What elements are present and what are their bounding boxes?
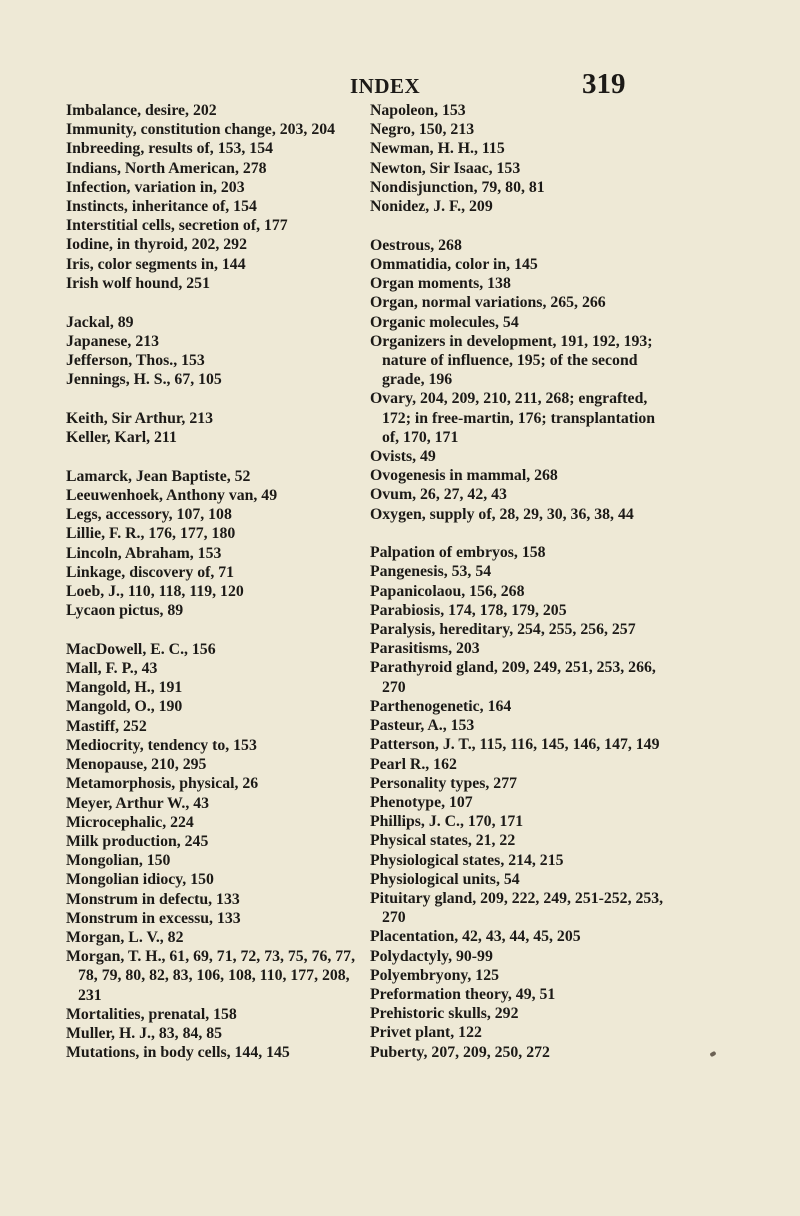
- index-entry: Physiological states, 214, 215: [370, 851, 564, 869]
- index-entry: Legs, accessory, 107, 108: [66, 506, 232, 524]
- index-entry: Ovary, 204, 209, 210, 211, 268; engrafted, 172; in free-martin, 176; transplantation of, 170, 171: [370, 390, 656, 446]
- index-entry: Japanese, 213: [66, 332, 160, 350]
- index-entry: Ovists, 49: [370, 447, 436, 465]
- index-entry: Napoleon, 153: [370, 102, 466, 119]
- index-entry: Patterson, J. T., 115, 116, 145, 146, 147, 149: [370, 736, 660, 754]
- index-entry: Pituitary gland, 209, 222, 249, 251-252, 253, 270: [370, 889, 664, 927]
- index-entry: Newton, Sir Isaac, 153: [370, 159, 521, 177]
- index-entry: Infection, variation in, 203: [66, 178, 245, 196]
- index-entry: Linkage, discovery of, 71: [66, 563, 235, 581]
- index-entry: Placentation, 42, 43, 44, 45, 205: [370, 928, 581, 946]
- index-entry: Polyembryony, 125: [370, 966, 500, 984]
- index-entry: Phillips, J. C., 170, 171: [370, 813, 524, 831]
- index-entry: Mall, F. P., 43: [66, 660, 158, 678]
- index-entry: Oxygen, supply of, 28, 29, 30, 36, 38, 44: [370, 505, 634, 523]
- letter-group-gap: [66, 620, 366, 640]
- index-entry: Personality types, 277: [370, 774, 517, 792]
- index-entry: Morgan, L. V., 82: [66, 928, 184, 946]
- index-entry: Polydactyly, 90-99: [370, 947, 493, 965]
- index-entry: Nonidez, J. F., 209: [370, 198, 493, 216]
- index-entry: Lillie, F. R., 176, 177, 180: [66, 525, 236, 543]
- page-title: INDEX: [350, 74, 421, 98]
- index-entry: Parabiosis, 174, 178, 179, 205: [370, 601, 567, 619]
- index-entry: Mongolian idiocy, 150: [66, 871, 214, 889]
- index-entry: Ovum, 26, 27, 42, 43: [370, 486, 507, 504]
- index-entry: Metamorphosis, physical, 26: [66, 775, 259, 793]
- index-entry: Mortalities, prenatal, 158: [66, 1005, 237, 1023]
- index-entry: Jennings, H. S., 67, 105: [66, 371, 222, 389]
- index-entry: Parathyroid gland, 209, 249, 251, 253, 266, 270: [370, 659, 656, 696]
- index-entry: Menopause, 210, 295: [66, 756, 207, 774]
- index-entry: Newman, H. H., 115: [370, 140, 505, 158]
- index-entry: Palpation of embryos, 158: [370, 544, 546, 562]
- index-entry: Microcephalic, 224: [66, 813, 194, 831]
- index-entry: Monstrum in defectu, 133: [66, 890, 240, 908]
- index-entry: Indians, North American, 278: [66, 159, 267, 177]
- running-head: [0, 66, 800, 106]
- index-entry: Instincts, inheritance of, 154: [66, 198, 257, 216]
- letter-group-gap: [66, 389, 366, 409]
- index-column-right: [370, 101, 670, 1062]
- index-entry: Lamarck, Jean Baptiste, 52: [66, 467, 251, 485]
- index-entry: Ommatidia, color in, 145: [370, 255, 538, 273]
- index-entry: Meyer, Arthur W., 43: [66, 794, 210, 812]
- index-entry: Mediocrity, tendency to, 153: [66, 736, 257, 754]
- index-entry: Nondisjunction, 79, 80, 81: [370, 178, 545, 196]
- index-entry: Immunity, constitution change, 203, 204: [66, 121, 336, 139]
- index-entry: Mangold, H., 191: [66, 679, 183, 697]
- letter-group-gap: [370, 524, 670, 544]
- index-entry: Morgan, T. H., 61, 69, 71, 72, 73, 75, 76, 77, 78, 79, 80, 82, 83, 106, 108, 110, 177, 208, 231: [66, 948, 356, 1004]
- index-entry: Milk production, 245: [66, 832, 209, 850]
- index-entry: Physical states, 21, 22: [370, 832, 516, 850]
- index-entry: Inbreeding, results of, 153, 154: [66, 140, 273, 158]
- index-entry: Ovogenesis in mammal, 268: [370, 467, 558, 485]
- index-entry: Keller, Karl, 211: [66, 429, 177, 447]
- index-entry: Iodine, in thyroid, 202, 292: [66, 236, 247, 254]
- index-entry: Mongolian, 150: [66, 852, 171, 870]
- index-entry: Prehistoric skulls, 292: [370, 1005, 519, 1023]
- index-entry: Preformation theory, 49, 51: [370, 985, 556, 1003]
- index-entry: Organ moments, 138: [370, 275, 511, 293]
- index-entry: Mangold, O., 190: [66, 698, 183, 716]
- index-entry: Lycaon pictus, 89: [66, 602, 184, 620]
- index-entry: Pasteur, A., 153: [370, 717, 475, 735]
- paper-speck: [709, 1051, 716, 1057]
- index-entry: Privet plant, 122: [370, 1024, 482, 1042]
- index-entry: Iris, color segments in, 144: [66, 255, 246, 273]
- index-entry: Jackal, 89: [66, 313, 134, 331]
- index-entry: Organizers in development, 191, 192, 193; nature of influence, 195; of the second grade, 196: [370, 332, 653, 389]
- index-entry: Keith, Sir Arthur, 213: [66, 409, 214, 427]
- index-entry: Monstrum in excessu, 133: [66, 909, 241, 927]
- index-entry: Negro, 150, 213: [370, 121, 475, 139]
- page-number: 319: [582, 68, 626, 100]
- index-entry: MacDowell, E. C., 156: [66, 640, 216, 658]
- letter-group-gap: [66, 447, 366, 467]
- index-entry: Imbalance, desire, 202: [66, 102, 217, 119]
- index-entry: Lincoln, Abraham, 153: [66, 544, 222, 562]
- index-column-left: [66, 101, 366, 1062]
- index-entry: Phenotype, 107: [370, 793, 473, 811]
- index-entry: Oestrous, 268: [370, 236, 462, 254]
- index-entry: Pangenesis, 53, 54: [370, 563, 492, 581]
- index-entry: Paralysis, hereditary, 254, 255, 256, 257: [370, 621, 636, 639]
- index-entry: Pearl R., 162: [370, 755, 457, 773]
- index-entry: Puberty, 207, 209, 250, 272: [370, 1043, 550, 1061]
- index-entry: Interstitial cells, secretion of, 177: [66, 217, 288, 235]
- index-entry: Papanicolaou, 156, 268: [370, 582, 525, 600]
- index-entry: Mutations, in body cells, 144, 145: [66, 1044, 290, 1062]
- index-entry: Leeuwenhoek, Anthony van, 49: [66, 486, 278, 504]
- index-entry: Parasitisms, 203: [370, 640, 480, 658]
- index-entry: Parthenogenetic, 164: [370, 697, 512, 715]
- index-entry: Physiological units, 54: [370, 870, 520, 888]
- letter-group-gap: [66, 293, 366, 313]
- index-entry: Loeb, J., 110, 118, 119, 120: [66, 582, 244, 600]
- index-entry: Muller, H. J., 83, 84, 85: [66, 1024, 223, 1042]
- index-entry: Organic molecules, 54: [370, 313, 519, 331]
- letter-group-gap: [370, 216, 670, 236]
- index-entry: Irish wolf hound, 251: [66, 274, 210, 292]
- index-entry: Jefferson, Thos., 153: [66, 351, 205, 369]
- index-entry: Mastiff, 252: [66, 717, 147, 735]
- index-entry: Organ, normal variations, 265, 266: [370, 294, 606, 312]
